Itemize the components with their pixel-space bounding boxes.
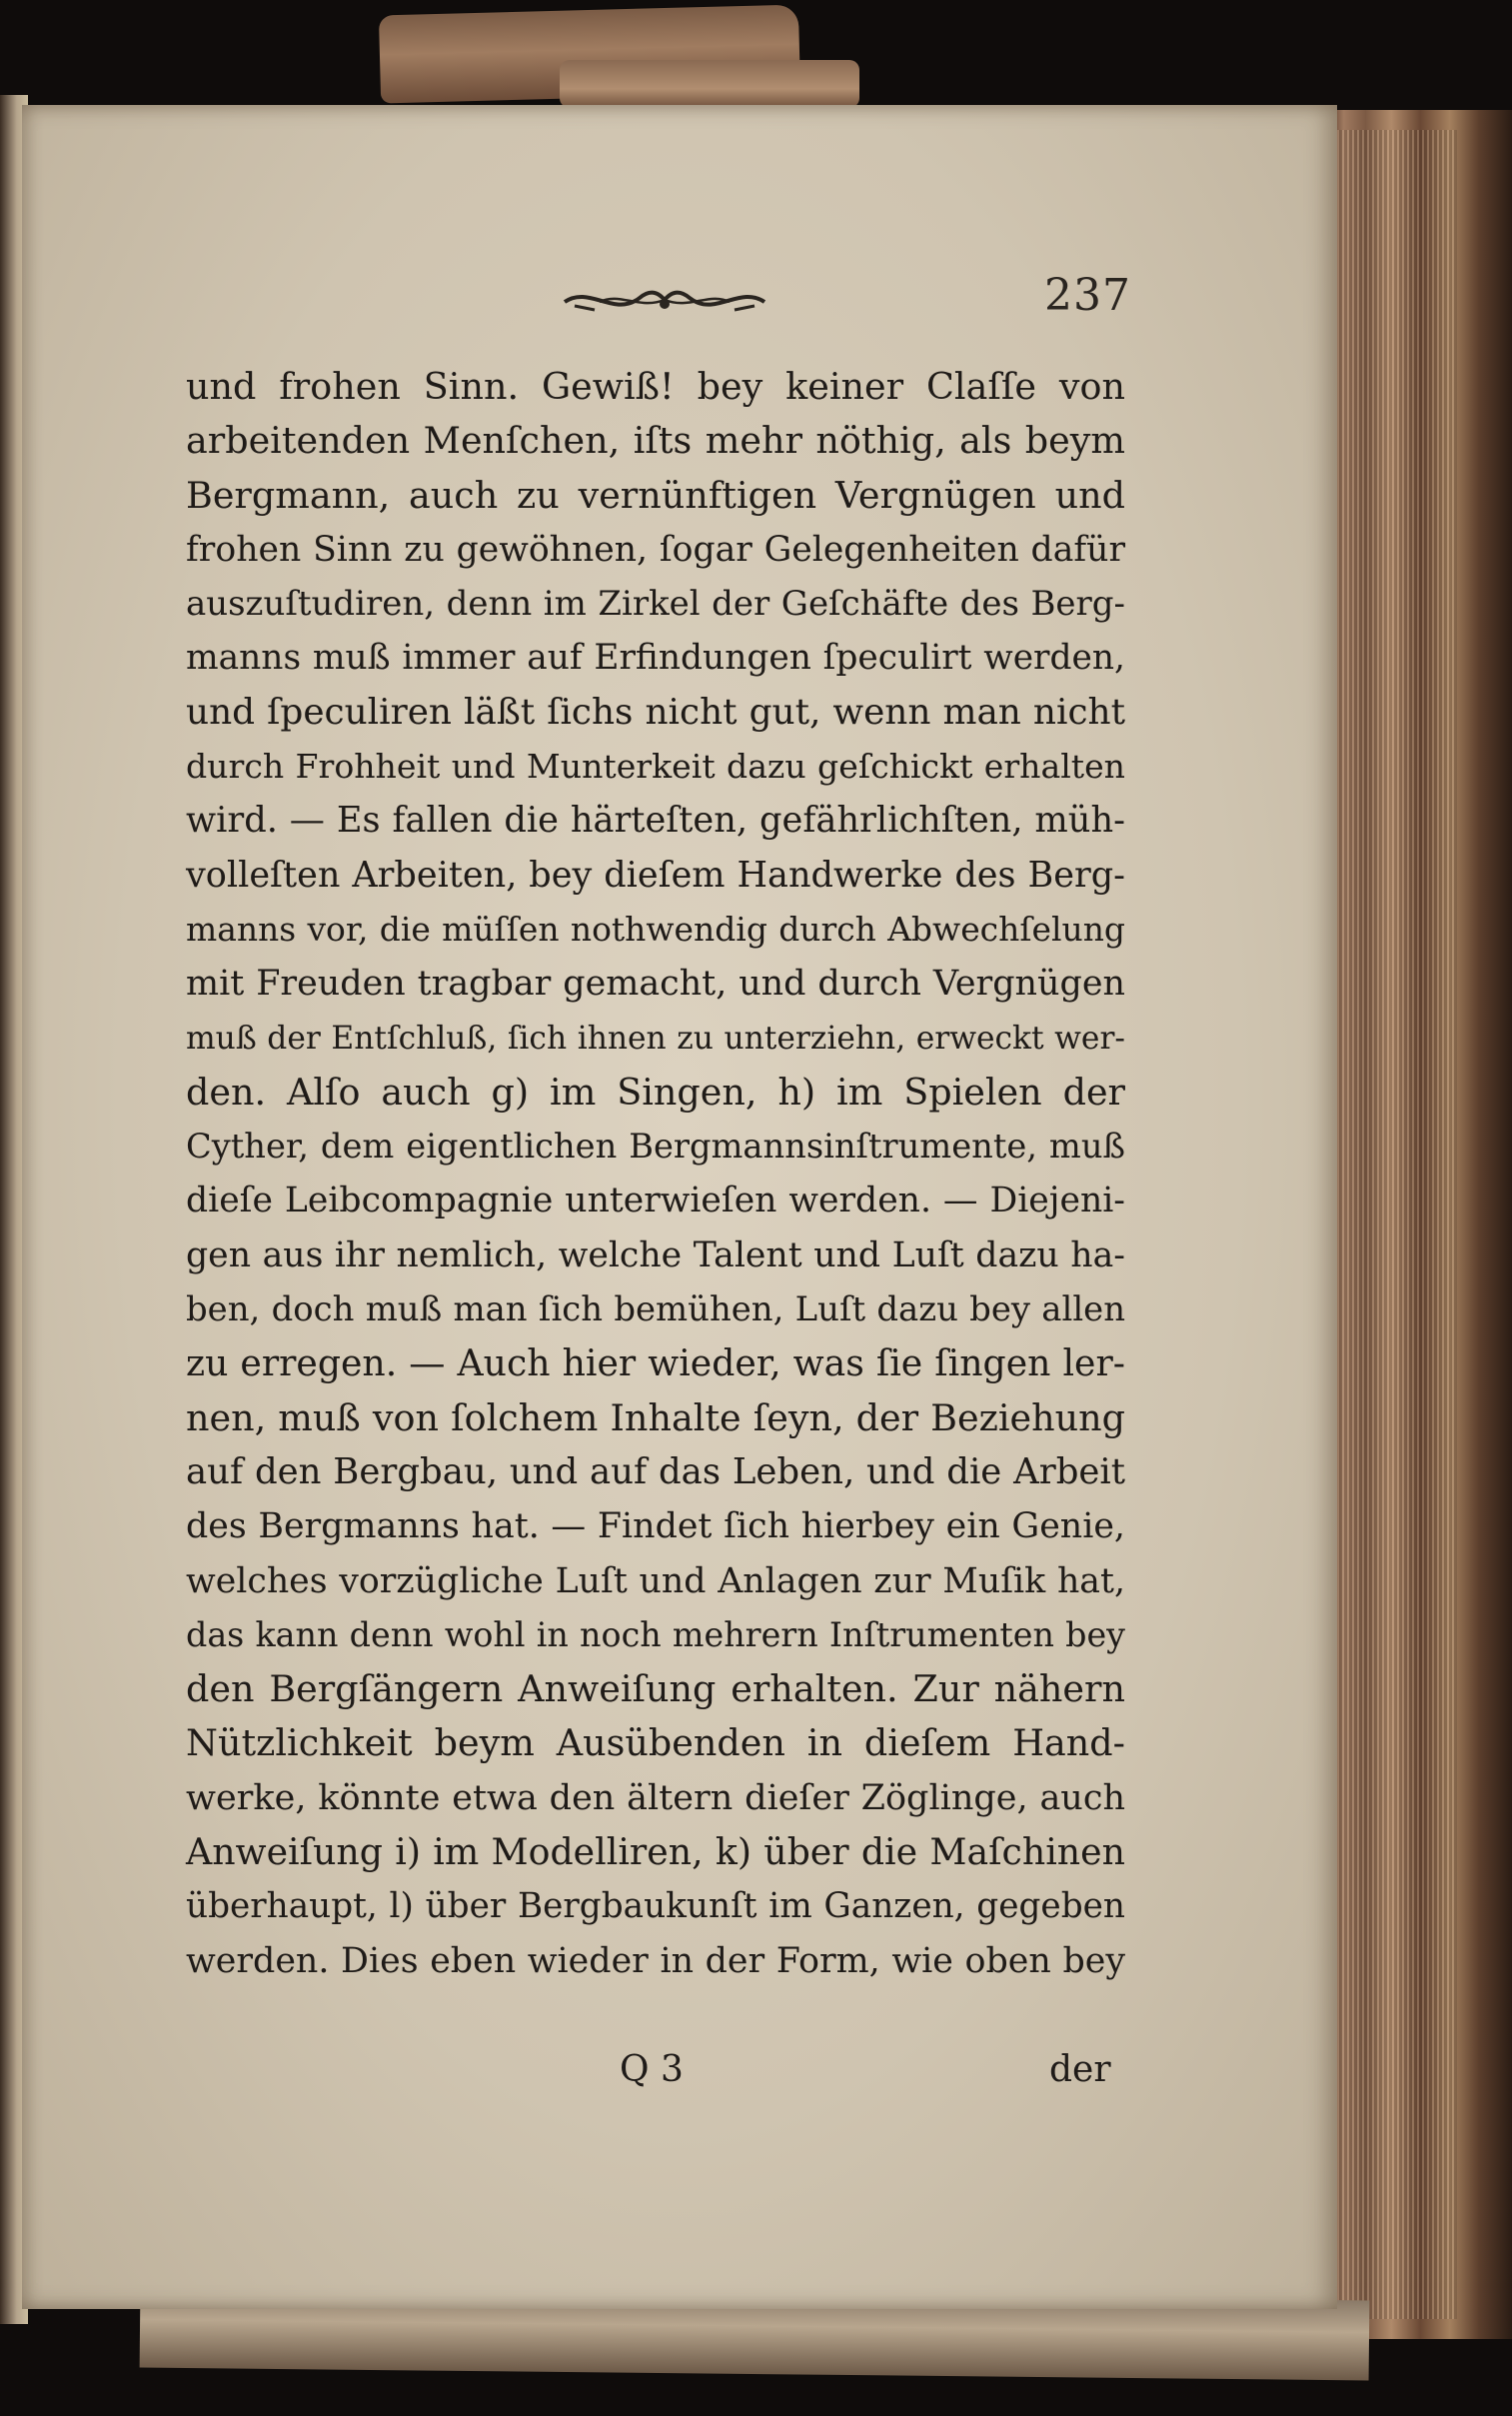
text-line: Cyther, dem eigentlichen Bergmannsinſtrumente, muß (186, 1127, 1125, 1167)
page-number: 237 (1044, 270, 1131, 321)
text-line: muß der Entſchluß, ſich ihnen zu unterziehn, erweckt wer- (186, 1020, 1125, 1057)
text-line: frohen Sinn zu gewöhnen, ſogar Gelegenheiten dafür (186, 529, 1125, 570)
text-line: gen aus ihr nemlich, welche Talent und Luſt dazu ha- (186, 1234, 1125, 1275)
page-stack-texture (1337, 130, 1457, 2319)
text-line: werden. Dies eben wieder in der Form, wie oben bey (186, 1940, 1125, 1981)
leather-strap-lower (560, 60, 859, 108)
text-line: nen, muß von ſolchem Inhalte ſeyn, der Beziehung (186, 1395, 1125, 1439)
text-line: wird. — Es fallen die härteſten, gefährlichſten, müh- (186, 800, 1125, 842)
body-text (186, 360, 1125, 1988)
text-line: den Bergſängern Anweiſung erhalten. Zur nähern (186, 1667, 1125, 1711)
text-line: manns muß immer auf Erfindungen ſpeculirt werden, (186, 638, 1125, 679)
text-line: den. Alſo auch g) im Singen, h) im Spielen der (186, 1070, 1125, 1114)
text-line: auszuſtudiren, denn im Zirkel der Geſchäfte des Berg- (186, 584, 1125, 625)
text-line: Bergmann, auch zu vernünftigen Vergnügen und (186, 473, 1125, 517)
text-line: des Bergmanns hat. — Findet ſich hierbey ein Genie, (186, 1506, 1125, 1547)
text-line: zu erregen. — Auch hier wieder, was ſie ſingen ler- (186, 1341, 1125, 1385)
text-line: dieſe Leibcompagnie unterwieſen werden. — Diejeni- (186, 1181, 1125, 1221)
text-line: Anweiſung i) im Modelliren, k) über die Maſchinen (186, 1830, 1125, 1874)
text-line: volleſten Arbeiten, bey dieſem Handwerke des Berg- (186, 854, 1125, 896)
text-line: das kann denn wohl in noch mehrern Inſtrumenten bey (186, 1614, 1125, 1654)
ornament-icon (560, 280, 769, 320)
text-line: ben, doch muß man ſich bemühen, Luſt dazu bey allen (186, 1289, 1125, 1329)
text-line: manns vor, die müſſen nothwendig durch Abwechſelung (186, 909, 1125, 949)
text-line: durch Frohheit und Munterkeit dazu geſchickt erhalten (186, 747, 1125, 787)
signature-mark: Q 3 (620, 2049, 684, 2090)
text-line: mit Freuden tragbar gemacht, und durch Vergnügen (186, 964, 1125, 1005)
text-line: werke, könnte etwa den ältern dieſer Zöglinge, auch (186, 1777, 1125, 1818)
text-line: Nützlichkeit beym Ausübenden in dieſem Hand- (186, 1721, 1125, 1765)
text-line: arbeitenden Menſchen, iſts mehr nöthig, als beym (186, 419, 1125, 463)
text-line: überhaupt, l) über Bergbaukunſt im Ganzen, gegeben (186, 1886, 1125, 1927)
text-line: und frohen Sinn. Gewiß! bey keiner Claſſe von (186, 365, 1125, 408)
text-line: und ſpeculiren läßt ſichs nicht gut, wenn man nicht (186, 691, 1125, 733)
catchword: der (1049, 2049, 1111, 2090)
text-line: auf den Bergbau, und auf das Leben, und die Arbeit (186, 1450, 1125, 1492)
text-line: welches vorzügliche Luſt und Anlagen zur Muſik hat, (186, 1560, 1125, 1601)
